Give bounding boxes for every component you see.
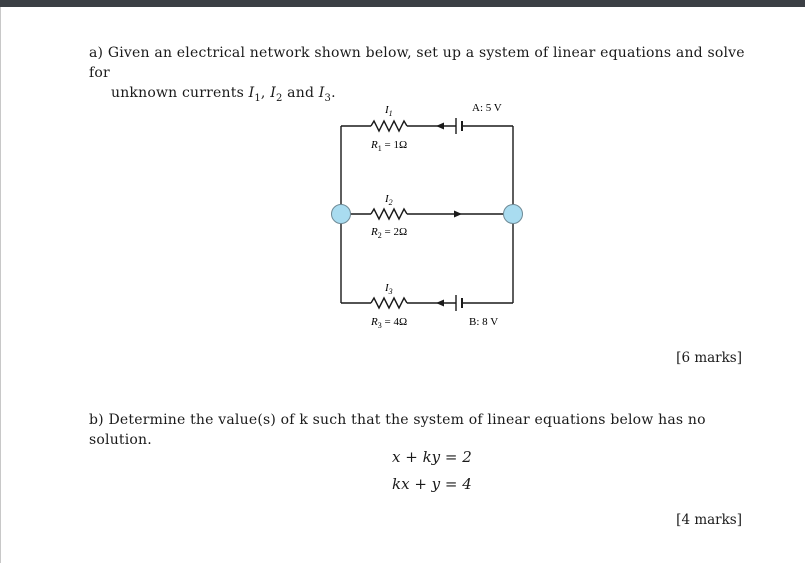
question-a-text-line2: unknown currents: [111, 85, 249, 101]
label-source-a: A: 5 V: [472, 102, 502, 114]
arrow-bottom: [436, 300, 444, 307]
label-r3: $R_3 = 4\Omega$: [371, 316, 408, 330]
label-i2: $I_2$: [385, 193, 393, 207]
current-sep-1: ,: [260, 85, 271, 101]
equation-2: kx + y = 4: [392, 475, 472, 493]
question-a-label: a): [89, 45, 104, 61]
arrow-top: [436, 123, 444, 130]
question-b: [89, 410, 749, 450]
question-a-text: Given an electrical network shown below, set up a system of linear equations and solve for: [89, 45, 745, 81]
current-symbol-2: I: [270, 85, 276, 101]
question-a-marks: [6 marks]: [676, 350, 742, 366]
equation-1: x + ky = 2: [392, 448, 472, 466]
node-left: [332, 205, 351, 224]
current-sub-2: 2: [275, 92, 283, 104]
question-b-text: Determine the value(s) of k such that the system of linear equations below has no solution.: [89, 412, 706, 448]
label-source-b: B: 8 V: [469, 316, 499, 328]
current-end: .: [331, 85, 336, 101]
current-symbol-3: I: [318, 85, 325, 101]
resistor-r3: [371, 298, 407, 308]
label-r1: $R_1 = 1\Omega$: [371, 139, 408, 153]
node-right: [504, 205, 523, 224]
current-sep-2: and: [282, 85, 319, 101]
resistor-r1: [371, 121, 407, 131]
question-b-marks: [4 marks]: [676, 512, 742, 528]
arrow-middle: [454, 211, 462, 218]
label-i1: $I_1$: [385, 104, 393, 118]
label-r2: $R_2 = 2\Omega$: [371, 226, 408, 240]
label-i3: $I_3$: [385, 282, 393, 296]
current-sub-3: 3: [324, 92, 332, 104]
current-sub-1: 1: [254, 92, 261, 104]
question-b-label: b): [89, 412, 104, 428]
resistor-r2: [371, 209, 407, 219]
current-symbol-1: I: [248, 85, 255, 101]
